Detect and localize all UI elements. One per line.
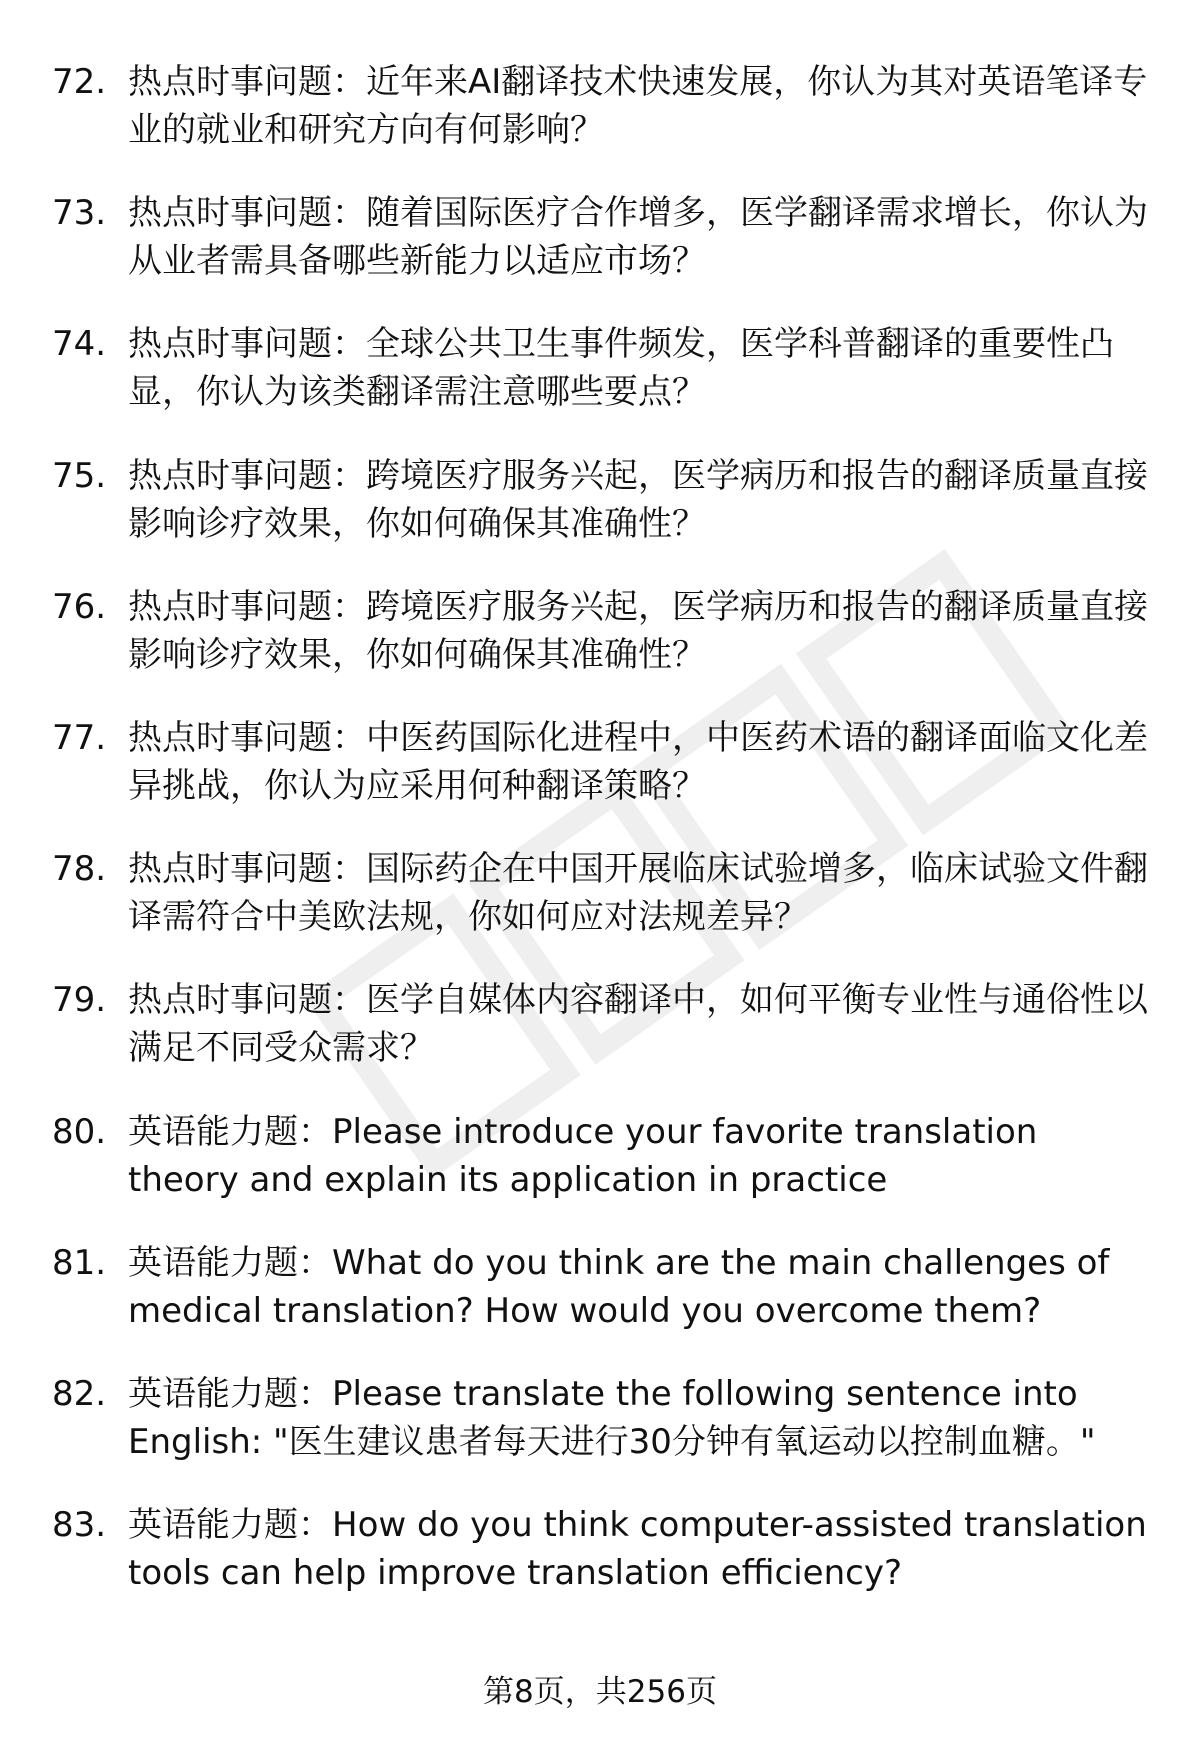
question-item	[52, 1370, 1152, 1501]
question-text: 英语能力题：Please translate the following sentence into English: "医生建议患者每天进行30分钟有氧运动以控制血糖。"	[128, 1373, 1096, 1462]
question-list	[52, 58, 1152, 1632]
question-number: 78.	[52, 849, 107, 890]
question-text: 英语能力题：How do you think computer-assisted translation tools can help improve translation efficiency?	[128, 1505, 1147, 1594]
question-text: 英语能力题：Please introduce your favorite translation theory and explain its application in practice	[128, 1111, 1038, 1200]
question-item	[52, 452, 1152, 583]
question-number: 77.	[52, 717, 107, 758]
question-item	[52, 189, 1152, 320]
question-item	[52, 58, 1152, 189]
question-number: 80.	[52, 1111, 107, 1152]
question-number: 83.	[52, 1505, 107, 1546]
question-text: 热点时事问题：近年来AI翻译技术快速发展，你认为其对英语笔译专业的就业和研究方向有何影响？	[128, 62, 1148, 150]
question-item	[52, 845, 1152, 976]
question-item	[52, 976, 1152, 1107]
question-item	[52, 1108, 1152, 1239]
question-number: 76.	[52, 586, 107, 627]
question-item	[52, 714, 1152, 845]
question-text: 热点时事问题：跨境医疗服务兴起，医学病历和报告的翻译质量直接影响诊疗效果，你如何确保其准确性？	[128, 586, 1148, 675]
question-number: 72.	[52, 62, 107, 102]
question-number: 81.	[52, 1242, 107, 1283]
question-item	[52, 1239, 1152, 1370]
question-text: 热点时事问题：国际药企在中国开展临床试验增多，临床试验文件翻译需符合中美欧法规，你如何应对法规差异？	[128, 849, 1148, 938]
question-item	[52, 583, 1152, 714]
question-number: 73.	[52, 193, 107, 234]
question-text: 热点时事问题：全球公共卫生事件频发，医学科普翻译的重要性凸显，你认为该类翻译需注意哪些要点？	[128, 324, 1114, 413]
question-number: 75.	[52, 455, 107, 496]
question-text: 英语能力题：What do you think are the main challenges of medical translation? How would you overcome them?	[128, 1242, 1110, 1331]
question-number: 79.	[52, 980, 107, 1021]
question-text: 热点时事问题：随着国际医疗合作增多，医学翻译需求增长，你认为从业者需具备哪些新能力以适应市场？	[128, 193, 1148, 282]
question-text: 热点时事问题：中医药国际化进程中，中医药术语的翻译面临文化差异挑战，你认为应采用何种翻译策略？	[128, 717, 1148, 806]
question-number: 74.	[52, 324, 107, 365]
page-indicator: 第8页，共256页	[483, 1674, 717, 1710]
question-item	[52, 320, 1152, 451]
question-text: 热点时事问题：医学自媒体内容翻译中，如何平衡专业性与通俗性以满足不同受众需求？	[128, 980, 1148, 1069]
question-number: 82.	[52, 1373, 107, 1414]
question-text: 热点时事问题：跨境医疗服务兴起，医学病历和报告的翻译质量直接影响诊疗效果，你如何确保其准确性？	[128, 455, 1148, 544]
question-item	[52, 1501, 1152, 1632]
